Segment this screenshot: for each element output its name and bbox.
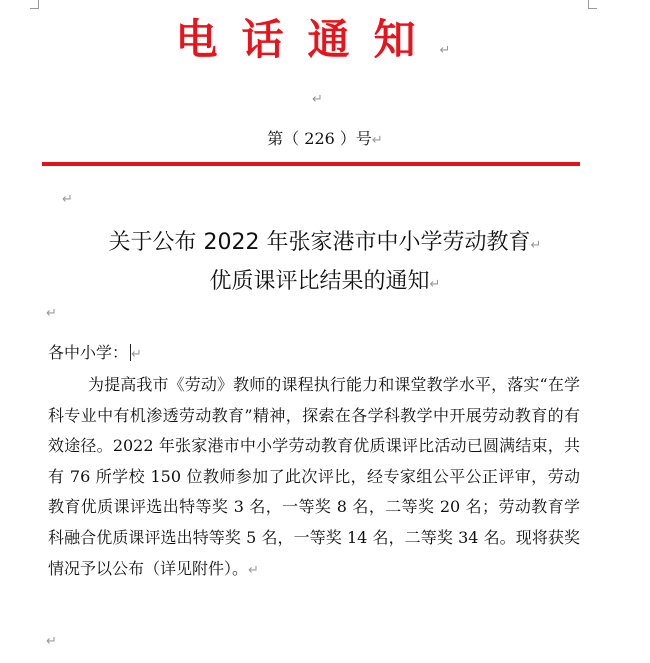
document-title <box>0 12 650 79</box>
paragraph-mark: ↵ <box>131 347 142 362</box>
paragraph-mark: ↵ <box>46 634 57 649</box>
number-prefix: 第（ <box>267 129 300 148</box>
notice-heading-line-2 <box>0 265 650 302</box>
notice-heading-line-1 <box>0 226 650 263</box>
number-suffix: ）号 <box>339 129 372 148</box>
salutation[interactable] <box>48 340 142 368</box>
red-divider-line <box>42 162 580 166</box>
heading-line-1-text: 关于公布 2022 年张家港市中小学劳动教育 <box>108 230 531 255</box>
heading-line-2-text: 优质课评比结果的通知 <box>209 269 430 294</box>
body-paragraph-text: 为提高我市《劳动》教师的课程执行能力和课堂教学水平，落实“在学科专业中有机渗透劳动教育”精神，探索在各学科教学中开展劳动教育的有效途径。2022 年张家港市中小学劳动教育优质课评比活动已圆满结束，共有 76 所学校 150 位教师参加了此次评比，经专家组公平公正评审，劳动教育优质课评选出特等奖 3 名，一等奖 8 名，二等奖 20 名；劳动教育学科融合优质课评选出特等奖 5 名，一等奖 14 名，二等奖 34 名。现将获奖情况予以公布（详见附件）。 <box>48 375 580 578</box>
notice-body[interactable] <box>48 370 580 586</box>
body-paragraph <box>48 370 580 586</box>
paragraph-mark: ↵ <box>439 43 475 58</box>
paragraph-mark: ↵ <box>62 192 73 207</box>
paragraph-mark: ↵ <box>46 306 57 321</box>
paragraph-mark: ↵ <box>248 562 259 578</box>
page-corner-mark-top-left <box>30 0 39 9</box>
paragraph-mark: ↵ <box>371 133 383 148</box>
page-corner-mark-top-right <box>588 0 597 9</box>
paragraph-mark: ↵ <box>530 238 542 253</box>
paragraph-mark: ↵ <box>429 277 441 292</box>
salutation-text: 各中小学： <box>48 343 129 362</box>
title-text: 电话通知 <box>175 15 440 64</box>
number-value: 226 <box>304 129 335 148</box>
paragraph-mark: ↵ <box>312 92 323 107</box>
document-number <box>0 128 650 152</box>
